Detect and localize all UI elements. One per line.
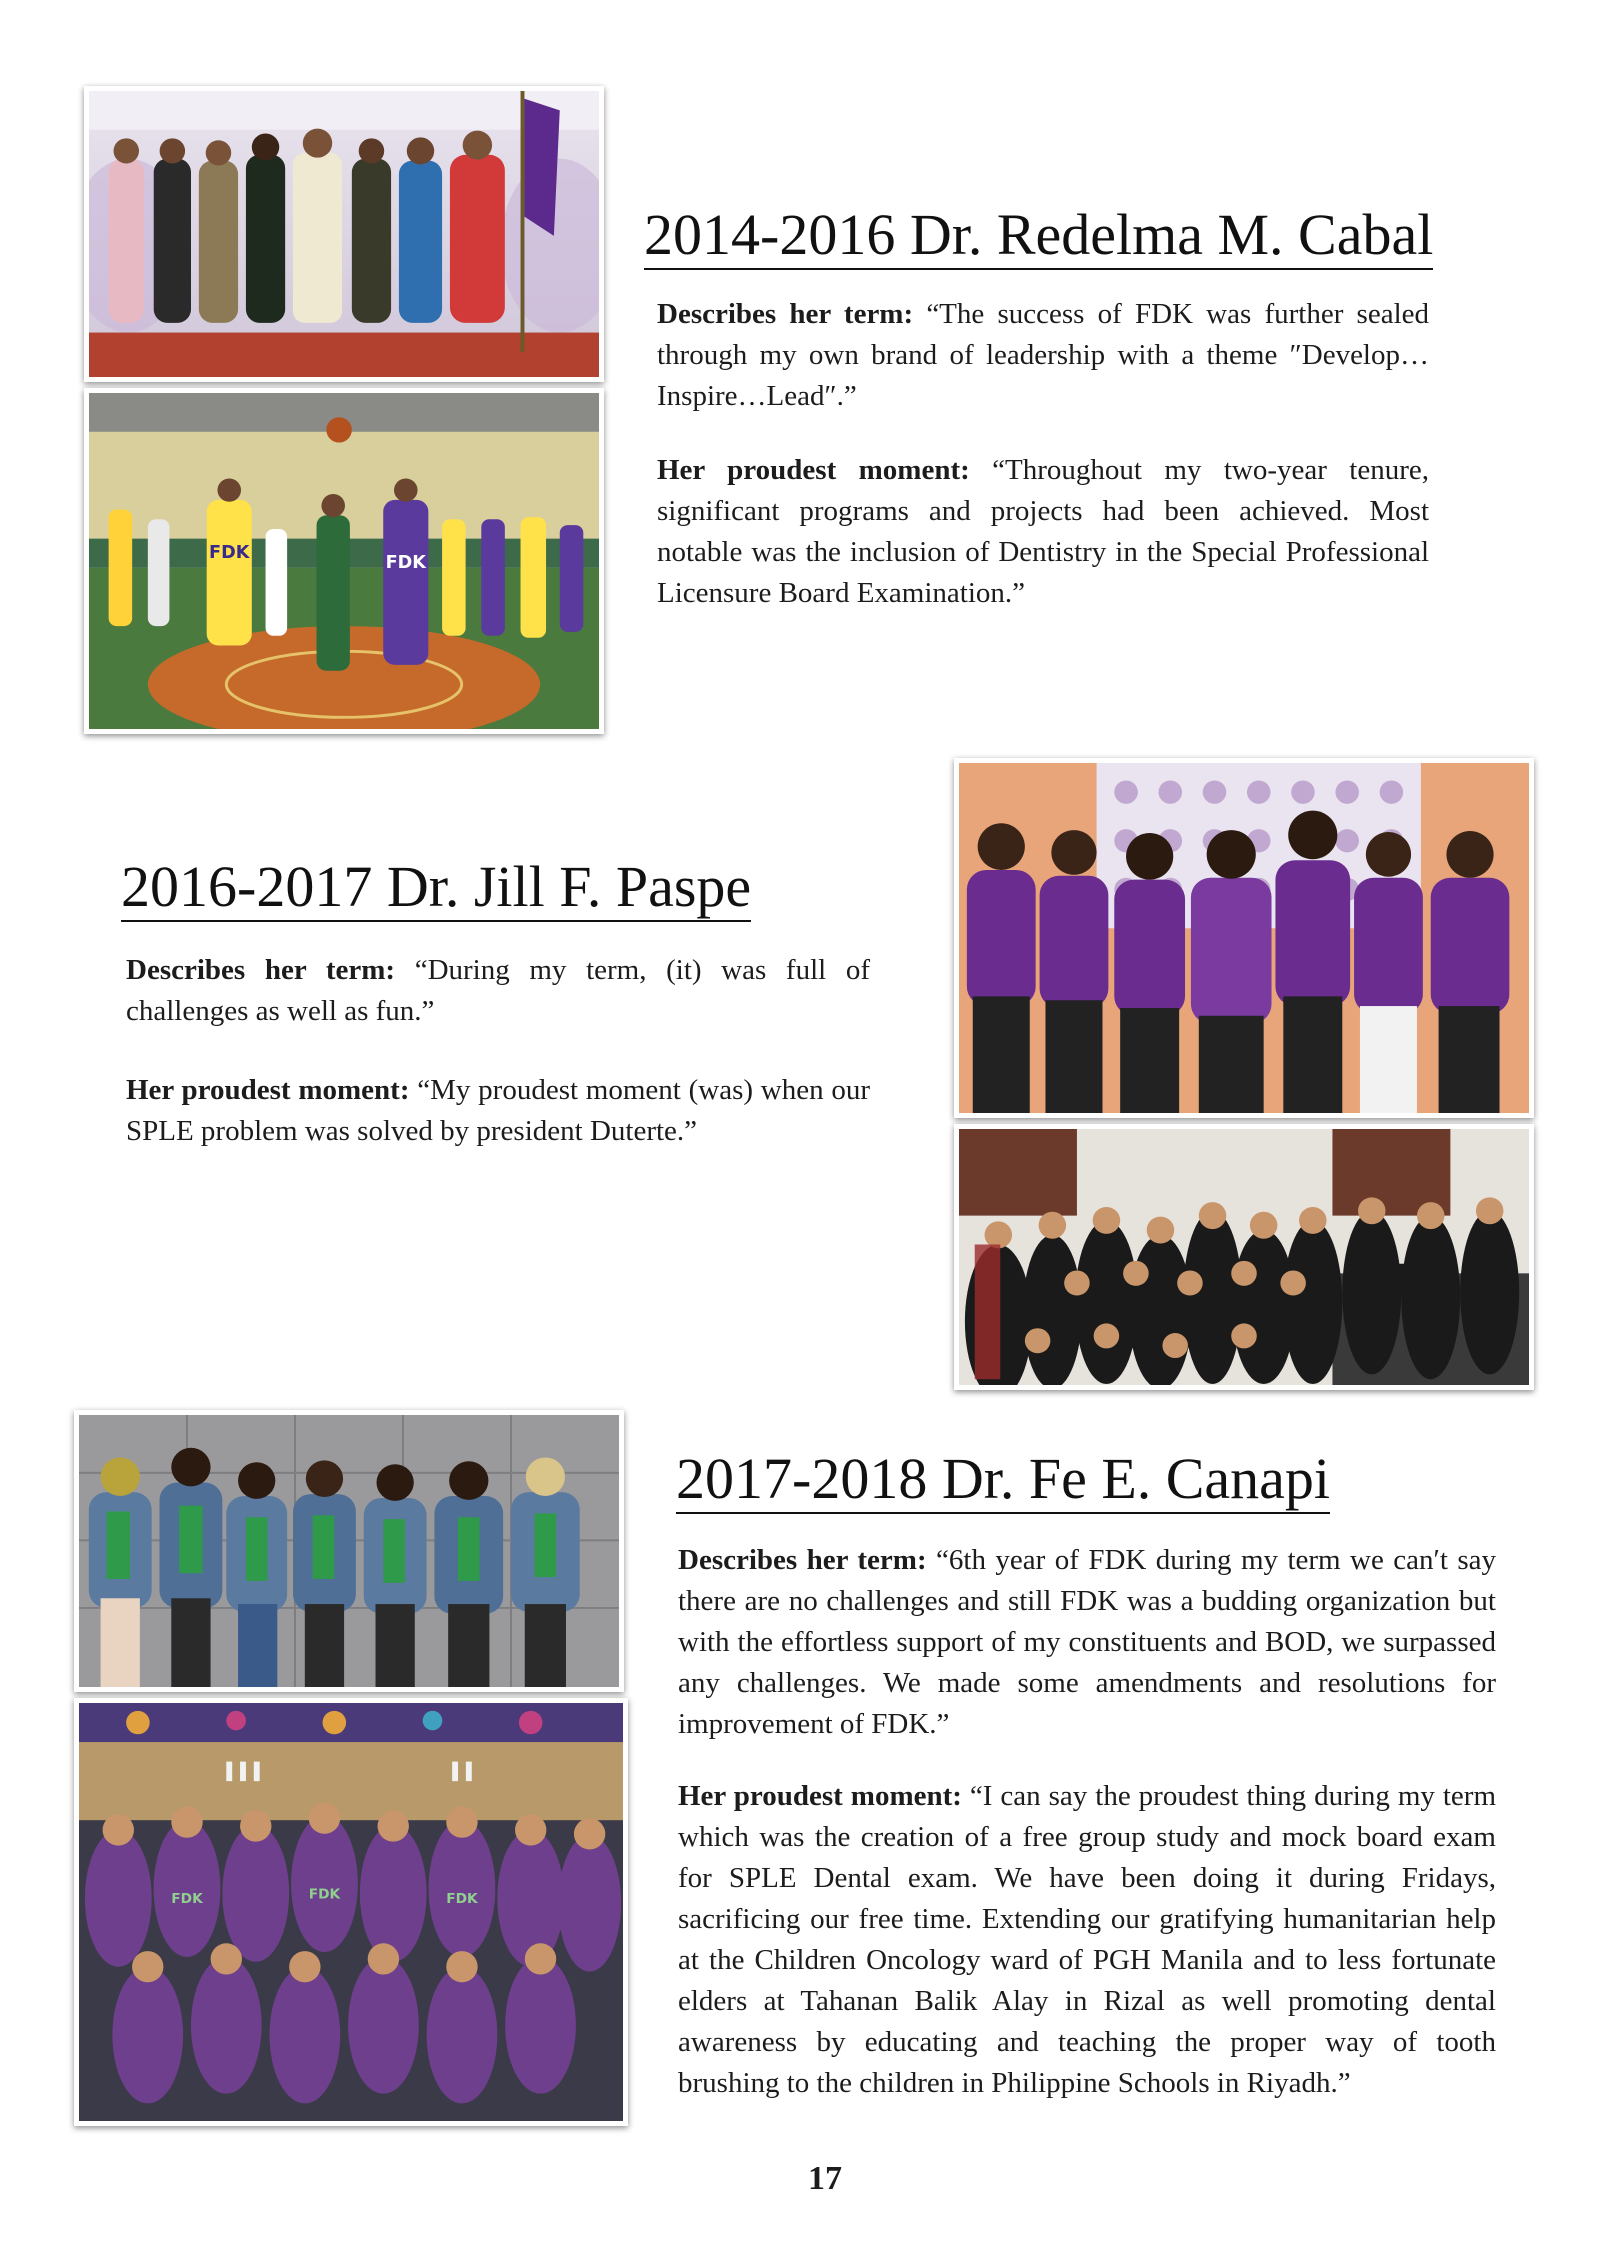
page-number: 17 bbox=[808, 2160, 842, 2197]
jersey-label-left: FDK bbox=[209, 543, 250, 564]
proud-text: “My proudest moment (was) when our SPLE problem was solved by president Duterte.” bbox=[126, 1074, 871, 1147]
term-label: Describes her term: bbox=[126, 954, 396, 986]
term-label: Describes her term: bbox=[678, 1544, 927, 1576]
term-text: “During my term, (it) was full of challenges as well as fun.” bbox=[126, 954, 871, 1027]
photo-bowling-group bbox=[74, 1698, 628, 2126]
section-1-term bbox=[657, 294, 1429, 417]
shirt-label-2: FDK bbox=[308, 1886, 341, 1903]
section-1-proud bbox=[657, 450, 1429, 614]
section-3-term bbox=[678, 1540, 1496, 1745]
photo-purple-shirt-group bbox=[954, 758, 1534, 1118]
photo-black-attire-group bbox=[954, 1124, 1534, 1390]
proud-label: Her proudest moment: bbox=[678, 1780, 962, 1812]
proud-label: Her proudest moment: bbox=[657, 454, 970, 486]
jersey-label-right: FDK bbox=[385, 552, 426, 573]
term-label: Describes her term: bbox=[657, 298, 914, 330]
term-text: “The success of FDK was further sealed through my own brand of leadership with a theme ″Develop…Inspire…Lead″.” bbox=[657, 298, 1429, 412]
term-text: “6th year of FDK during my term we can′t say there are no challenges and still FDK was a budding organization but with the effortless support of my constituents and BOD, we surpassed any challenges. We made some amendments and resolutions for improvement of FDK.” bbox=[678, 1544, 1497, 1740]
proud-text: “Throughout my two-year tenure, significant programs and projects had been achieved. Most notable was the inclusion of Dentistry in the Special Professional Licensure Board Examination.” bbox=[657, 454, 1430, 609]
section-3-heading: 2017-2018 Dr. Fe E. Canapi bbox=[676, 1446, 1331, 1511]
proud-text: “I can say the proudest thing during my term which was the creation of a free group study and mock board exam for SPLE Dental exam. We have been doing it during Fridays, sacrificing our free time. Extending our gratifying humanitarian help at the Children Oncology ward of PGH Manila and to less fortunate elders at Tahanan Balik Alay in Rizal as well promoting dental awareness by educating and teaching the proper way of tooth brushing to the children in Philippine Schools in Riyadh.” bbox=[678, 1780, 1497, 2099]
shirt-label-3: FDK bbox=[446, 1891, 478, 1908]
section-2-term bbox=[126, 950, 870, 1032]
proud-label: Her proudest moment: bbox=[126, 1074, 410, 1106]
section-2-heading: 2016-2017 Dr. Jill F. Paspe bbox=[121, 854, 752, 919]
photo-denim-jacket-group bbox=[74, 1410, 624, 1692]
section-2-proud bbox=[126, 1070, 870, 1152]
photo-formal-group bbox=[84, 86, 604, 382]
photo-basketball-game bbox=[84, 388, 604, 734]
section-1-heading: 2014-2016 Dr. Redelma M. Cabal bbox=[644, 202, 1434, 267]
shirt-label-1: FDK bbox=[171, 1891, 203, 1908]
section-3-proud bbox=[678, 1776, 1496, 2104]
